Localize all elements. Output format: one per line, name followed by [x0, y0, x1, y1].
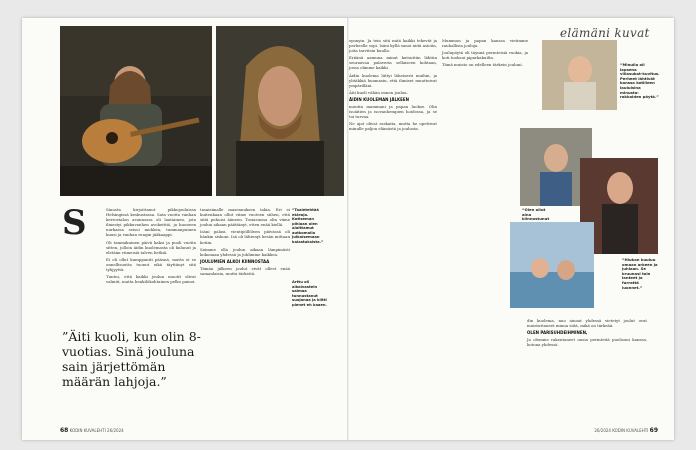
paragraph: Sinusta kirjoittanut pikkujouluissa Helsingissä keskustassa. Sata vuotta vanhan kerrostalon asunnossa oli laatiainen, jota ilmestyi pikkuvanhen avokeittiö, ja huoneen nurkassa seisoi muhkea, tummanpuinen kuusi ja vanhan rungin jääkaappi. — [106, 207, 196, 238]
subhead: ÄIDIN KUOLEMAN JÄLKEEN — [349, 96, 409, 102]
column-5 — [527, 318, 647, 349]
photo-caption-1: “Minulla oli lapsena villasukat-kuvitus. Perheet lähtivät kanssa kotilleen lauluisina minusta: rakkaiden pöytä.” — [620, 62, 660, 100]
column-1 — [106, 207, 196, 286]
paragraph: Ja olemme rakentaneet uusia perinteitä puolisoni kanssa, kotona yhdessä. — [527, 337, 647, 348]
paragraph: muutin mammani ja papan luokse. Olin isoäitien ja isovanhempien hoidossa, ja se toi turvaa. — [349, 104, 437, 120]
paragraph: Tämä muisto on edelleen tärkein jouluni. — [442, 62, 523, 68]
paragraph: Tuntui, että kaikki joulun muotit olivat valmiit, mutta henkilökohtainen pelko painoi. — [106, 274, 196, 285]
album-photo-1 — [542, 40, 617, 110]
paragraph: Äiti kuoli vähän ennen joulua. — [349, 89, 408, 95]
subhead: JOULUMIEN ALKOI KIINNOSTAA — [200, 258, 270, 264]
left-page-number: 68 — [60, 427, 69, 434]
left-caption-2: Arttu oli alkoivastein salmaa tunnustanut suojanaa ja kiitti pienet eh kaaen. — [292, 280, 327, 307]
left-footer-text: KODIN KUVALEHTI 26/2024 — [69, 428, 124, 433]
paragraph: tasaisimalle masennuksen takia. Eri ei kuitenkaan ollut viime vuoteen siihen, että siitä puhuisi ääneen. Tosiasiassa olin viime joulun aikaan päättänyt, etten enää kiellä. — [200, 207, 290, 228]
paragraph: Isäni palasi, vientipöllöleen päivässä oli hänkin siskoni. Isä oli lähtenyt kesän mittaan kotiin. — [200, 229, 290, 245]
portrait-photo — [216, 26, 344, 196]
paragraph: Eräänä aamuna minut kutsuttiin lähtiin seuraavaa palaveria sellaiseen kohtaan, jossa olimme kaikki. — [349, 55, 437, 71]
pull-quote: ”Äiti kuoli, kun olin 8-vuotias. Sinä jouluna sain järjettömän määrän lahjoja.” — [62, 329, 201, 389]
left-caption-1: “Taaletehtää ekieoja. Kotiseman pihlaan olen aloittamut autkomalla julkaisemaan kalastuksista.” — [292, 208, 324, 244]
column-3 — [349, 38, 437, 134]
paragraph: Joulupöytä oli täynnä perinteisiä ruokia, ja koti tuoksui piparkakuilta. — [442, 50, 528, 61]
paragraph: Saimme olla joulun aikaan lämpimästi kokonaan yhdessä ja juhlimme kaikkea. — [200, 246, 290, 257]
paragraph: Oli tammikuinen päivä kaksi ja puoli vuotta sitten, jolloin äidin kuolemasta oli kulunut ja eletään viimeisiä talven hetkiä. — [106, 239, 196, 255]
column-2 — [200, 207, 290, 278]
column-4 — [442, 38, 528, 69]
right-footer-text: 26/2024 KODIN KUVALEHTI — [594, 428, 649, 433]
photo-caption-2: “Olen ollut aina kiinnostunut — [522, 207, 550, 222]
paragraph: Mummon ja papan kanssa vietimme rauhallisia jouluja. — [442, 38, 528, 49]
left-page-footer — [60, 427, 124, 434]
paragraph: Ne ajat olivat raskaita, mutta he opettivat minulle paljon elämästä ja joulusta. — [349, 121, 437, 132]
section-title: elämäni kuvat — [560, 26, 650, 40]
paragraph: Ei oli ollut kumppaniti pääsnä, mutta ei se onnellisuutta tuonut eikä täyttänyt sitä tyhjyyttä. — [106, 256, 196, 273]
paragraph: synnyin. Ja tein sitä mitä kaikki tekevät ja perheelle sopi. Isäni kyllä sanoi niitä asioita, joita tarvitsin kuulla. — [349, 38, 437, 54]
right-page-number: 69 — [649, 427, 658, 434]
paragraph: Äidin kuolema liittyi läheisesti muihin, ja yhtäkkiä huomasin, että ihmiset muuttuivat ympärilläni. — [349, 72, 437, 88]
paragraph: din kuolema, nuo ainoat yhdessä vietetyt joulut ovat muistuttaneet minua siitä, mikä on tärkeää. — [527, 318, 647, 329]
album-photo-4 — [510, 222, 594, 308]
photo-caption-3: “Hiukan kuuluu omaan arkeen ja juhlaan. Se kruunasi toin lanteet ja furrattä luonnet.” — [622, 257, 658, 290]
guitar-photo — [60, 26, 212, 196]
drop-cap: S — [62, 203, 87, 243]
subhead: OLEN PARISUHDEIHMINEN, — [527, 330, 588, 336]
magazine-spread — [22, 18, 674, 440]
right-page-footer — [594, 427, 658, 434]
paragraph: Tämän jälkeen joulut eivät olleet enää samanlaisia, mutta tärkeitä. — [200, 265, 290, 277]
